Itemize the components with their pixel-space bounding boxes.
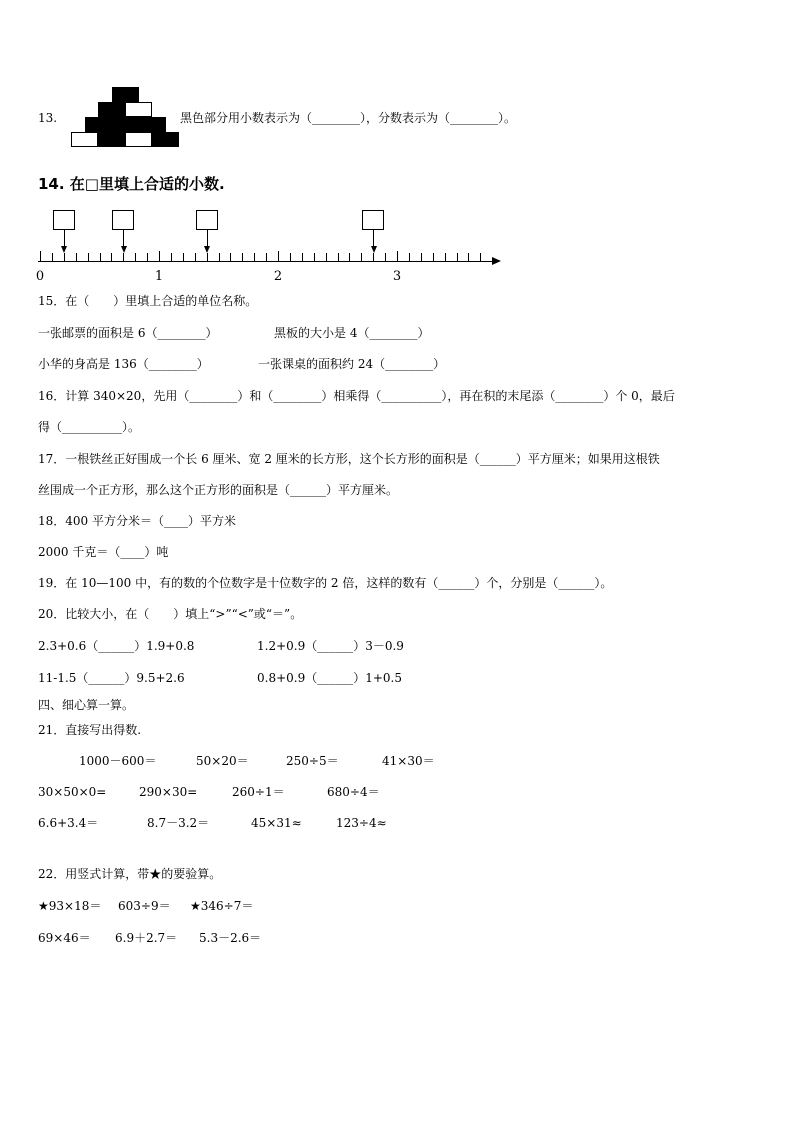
q21-item: 50×20＝ <box>196 754 249 768</box>
q22-item: 5.3－2.6＝ <box>199 931 262 945</box>
q20-compare-3: 11-1.5（______）9.5+2.6 <box>38 671 185 685</box>
number-line-tick <box>183 253 184 261</box>
number-line-tick <box>290 253 291 261</box>
number-line-tick <box>278 251 279 261</box>
number-line-tick <box>266 253 267 261</box>
q22-item: 603÷9＝ <box>118 899 171 913</box>
q21-item: 45×31≈ <box>251 816 302 830</box>
pointer-arrow-icon <box>121 246 127 253</box>
number-line-tick <box>397 251 398 261</box>
axis-label-1: 1 <box>154 269 164 284</box>
number-line-tick <box>457 253 458 261</box>
pointer-arrow-icon <box>204 246 210 253</box>
q20-compare-2: 1.2+0.9（______）3－0.9 <box>257 639 404 653</box>
number-line-tick <box>123 253 124 261</box>
q21-item: 250÷5＝ <box>286 754 339 768</box>
number-line-tick <box>40 251 41 261</box>
q21-item: 1000－600＝ <box>79 754 157 768</box>
number-line-tick <box>100 253 101 261</box>
answer-box-1[interactable] <box>53 210 75 230</box>
q17-line1: 17．一根铁丝正好围成一个长 6 厘米、宽 2 厘米的长方形，这个长方形的面积是（______）平方厘米；如果用这根铁 <box>38 452 660 466</box>
pointer-arrow-icon <box>371 246 377 253</box>
q15-height: 小华的身高是 136（________） <box>38 357 209 371</box>
q13-text: 黑色部分用小数表示为（________），分数表示为（________）。 <box>180 111 517 125</box>
number-line-tick <box>338 253 339 261</box>
number-line-tick <box>302 253 303 261</box>
answer-box-2[interactable] <box>112 210 134 230</box>
q20-compare-4: 0.8+0.9（______）1+0.5 <box>257 671 402 685</box>
number-line-tick <box>385 253 386 261</box>
answer-box-4[interactable] <box>362 210 384 230</box>
q14-title: 14. 在□里填上合适的小数. <box>38 175 225 193</box>
number-line-tick <box>88 253 89 261</box>
q21-item: 680÷4＝ <box>327 785 380 799</box>
number-line-tick <box>64 253 65 261</box>
q17-line2: 丝围成一个正方形，那么这个正方形的面积是（______）平方厘米。 <box>38 483 399 497</box>
q21-item: 6.6+3.4＝ <box>38 816 99 830</box>
number-line-tick <box>421 253 422 261</box>
q21-item: 123÷4≈ <box>336 816 387 830</box>
q22-item: ★346÷7＝ <box>190 899 254 913</box>
q16-line2: 得（__________）。 <box>38 420 141 434</box>
q21-item: 8.7－3.2＝ <box>147 816 210 830</box>
q18-line2: 2000 千克＝（____）吨 <box>38 545 169 559</box>
axis-label-3: 3 <box>392 269 402 284</box>
number-line-tick <box>111 253 112 261</box>
q19-text: 19．在 10—100 中，有的数的个位数字是十位数字的 2 倍，这样的数有（______）个，分别是（______）。 <box>38 576 613 590</box>
number-line-tick <box>76 253 77 261</box>
q21-item: 290×30= <box>139 785 198 799</box>
number-line-tick <box>195 253 196 261</box>
number-line-tick <box>254 253 255 261</box>
q21-item: 260÷1＝ <box>232 785 285 799</box>
q22-item: ★93×18＝ <box>38 899 102 913</box>
number-line-tick <box>468 253 469 261</box>
q21-title: 21．直接写出得数. <box>38 723 142 737</box>
number-line-tick <box>242 253 243 261</box>
answer-box-3[interactable] <box>196 210 218 230</box>
pointer-arrow-icon <box>61 246 67 253</box>
number-line <box>30 208 510 288</box>
axis-label-2: 2 <box>273 269 283 284</box>
number-line-tick <box>314 253 315 261</box>
number-line-tick <box>171 253 172 261</box>
number-line-tick <box>373 253 374 261</box>
axis-label-0: 0 <box>35 269 45 284</box>
q20-title: 20．比较大小，在（ ）填上“>”“<”或“＝”。 <box>38 607 303 621</box>
q22-item: 69×46＝ <box>38 931 91 945</box>
number-line-tick <box>147 253 148 261</box>
number-line-tick <box>326 253 327 261</box>
number-line-tick <box>135 253 136 261</box>
number-line-tick <box>361 253 362 261</box>
number-line-tick <box>409 253 410 261</box>
q21-item: 30×50×0= <box>38 785 107 799</box>
q15-title: 15．在（ ）里填上合适的单位名称。 <box>38 294 258 308</box>
number-line-tick <box>52 253 53 261</box>
number-line-tick <box>480 253 481 261</box>
number-line-tick <box>159 251 160 261</box>
number-line-tick <box>219 253 220 261</box>
q20-compare-1: 2.3+0.6（______）1.9+0.8 <box>38 639 195 653</box>
axis-arrow-icon <box>492 257 501 265</box>
q22-item: 6.9＋2.7＝ <box>115 931 178 945</box>
number-line-tick <box>433 253 434 261</box>
number-line-axis <box>38 261 493 262</box>
q15-stamp-area: 一张邮票的面积是 6（________） <box>38 326 218 340</box>
number-line-tick <box>207 253 208 261</box>
block-pyramid-figure <box>67 87 177 147</box>
number-line-tick <box>445 253 446 261</box>
section-heading: 四、细心算一算。 <box>38 698 135 712</box>
number-line-tick <box>349 253 350 261</box>
q16-line1: 16．计算 340×20，先用（________）和（________）相乘得（__________），再在积的末尾添（________）个 0，最后 <box>38 389 675 403</box>
q13-number: 13. <box>38 111 58 125</box>
q15-desk-area: 一张课桌的面积约 24（________） <box>258 357 446 371</box>
q21-item: 41×30＝ <box>382 754 435 768</box>
q22-title: 22．用竖式计算，带★的要验算。 <box>38 867 222 881</box>
number-line-tick <box>230 253 231 261</box>
q18-line1: 18．400 平方分米＝（____）平方米 <box>38 514 236 528</box>
q15-blackboard-size: 黑板的大小是 4（________） <box>274 326 430 340</box>
